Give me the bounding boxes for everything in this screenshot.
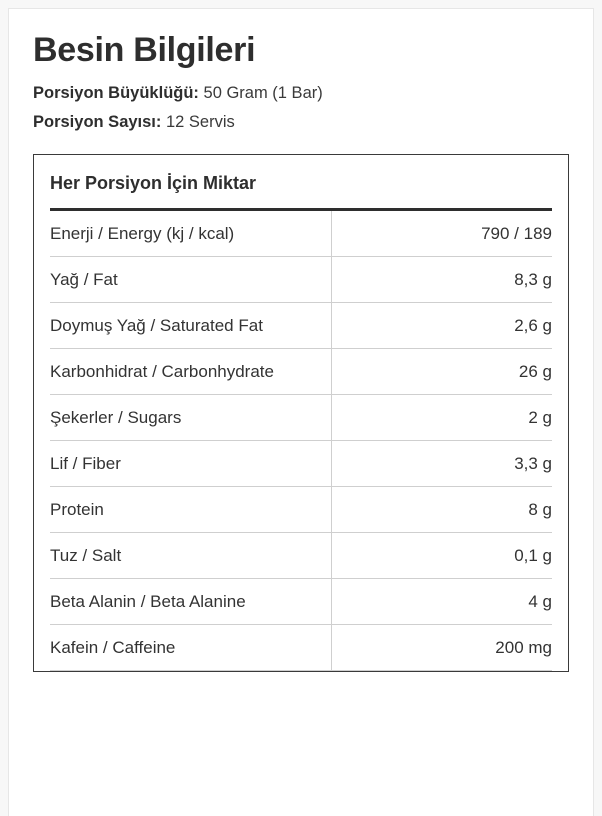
table-row xyxy=(50,348,552,394)
nutrient-value: 790 / 189 xyxy=(331,211,552,257)
table-row xyxy=(50,578,552,624)
table-row xyxy=(50,532,552,578)
page-title: Besin Bilgileri xyxy=(33,31,256,69)
amount-per-serving-heading: Her Porsiyon İçin Miktar xyxy=(50,155,552,211)
serving-count-label: Porsiyon Sayısı: xyxy=(33,113,162,132)
nutrition-table xyxy=(50,211,552,671)
serving-count-value: 12 Servis xyxy=(165,113,235,132)
nutrition-table-body xyxy=(50,211,552,671)
nutrient-name: Protein xyxy=(50,486,331,532)
table-row xyxy=(50,211,552,257)
table-row xyxy=(50,256,552,302)
nutrient-name: Lif / Fiber xyxy=(50,440,331,486)
nutrient-name: Enerji / Energy (kj / kcal) xyxy=(50,211,331,257)
table-row xyxy=(50,486,552,532)
nutrient-name: Yağ / Fat xyxy=(50,256,331,302)
nutrition-facts-box xyxy=(33,154,569,672)
table-row xyxy=(50,440,552,486)
nutrient-value: 26 g xyxy=(331,348,552,394)
nutrient-name: Doymuş Yağ / Saturated Fat xyxy=(50,302,331,348)
nutrient-value: 2 g xyxy=(331,394,552,440)
nutrient-name: Şekerler / Sugars xyxy=(50,394,331,440)
serving-count-line xyxy=(33,112,569,133)
table-row xyxy=(50,394,552,440)
nutrient-value: 200 mg xyxy=(331,624,552,670)
nutrient-value: 8,3 g xyxy=(331,256,552,302)
serving-size-value: 50 Gram (1 Bar) xyxy=(203,83,323,102)
nutrient-name: Beta Alanin / Beta Alanine xyxy=(50,578,331,624)
table-row xyxy=(50,624,552,670)
nutrient-name: Tuz / Salt xyxy=(50,532,331,578)
nutrient-value: 0,1 g xyxy=(331,532,552,578)
nutrient-name: Karbonhidrat / Carbonhydrate xyxy=(50,348,331,394)
nutrient-value: 8 g xyxy=(331,486,552,532)
nutrient-value: 3,3 g xyxy=(331,440,552,486)
nutrient-name: Kafein / Caffeine xyxy=(50,624,331,670)
serving-size-label: Porsiyon Büyüklüğü: xyxy=(33,83,199,102)
nutrient-value: 4 g xyxy=(331,578,552,624)
nutrition-panel xyxy=(8,8,594,816)
serving-size-line xyxy=(33,83,569,104)
nutrient-value: 2,6 g xyxy=(331,302,552,348)
table-row xyxy=(50,302,552,348)
